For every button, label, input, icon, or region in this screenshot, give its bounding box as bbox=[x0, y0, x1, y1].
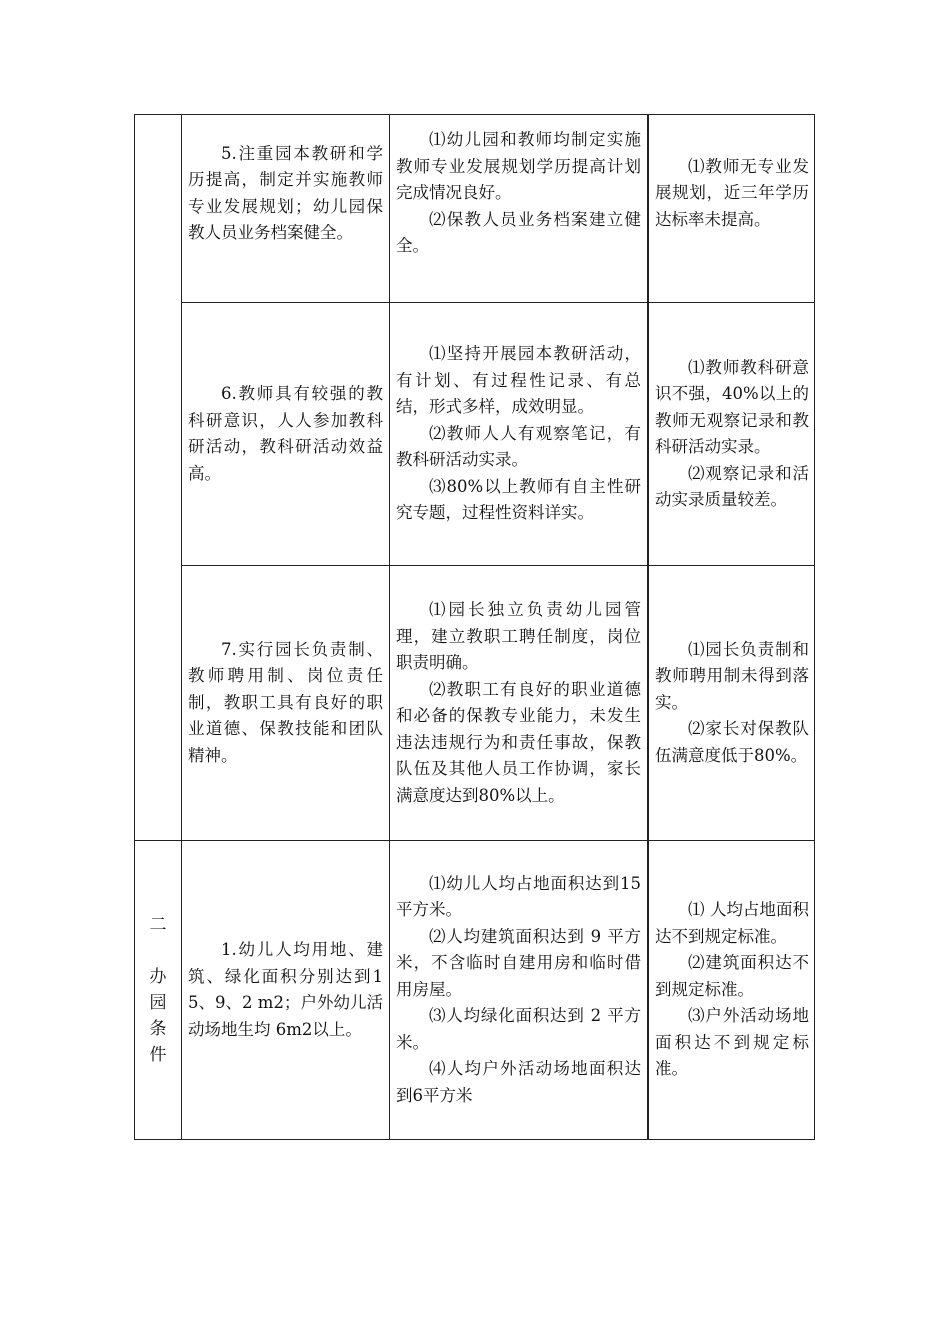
deduction-cell: ⑴教师无专业发展规划，近三年学历达标率未提高。 bbox=[655, 156, 809, 229]
deduction-cell: ⑴教师教科研意识不强，40%以上的教师无观察记录和教科研活动实录。 ⑵观察记录和活动实录质量较差。 bbox=[655, 357, 809, 509]
category-char: 园 bbox=[149, 993, 167, 1013]
evaluation-table bbox=[134, 114, 815, 1140]
category-char: 办 bbox=[149, 967, 167, 987]
category-number: 二 bbox=[149, 915, 167, 935]
standard-cell: ⑴园长独立负责幼儿园管理，建立教职工聘任制度，岗位职责明确。 ⑵教职工有良好的职业道德和必备的保教专业能力，未发生违法违规行为和责任事故，保教队伍及其他人员工作协调，家长满意度达到80%以上。 bbox=[396, 600, 641, 805]
standard-cell: ⑴坚持开展园本教研活动，有计划、有过程性记录、有总结，形式多样，成效明显。 ⑵教师人人有观察笔记，有教科研活动实录。 ⑶80%以上教师有自主性研究专题，过程性资料详实。 bbox=[396, 344, 641, 523]
deduction-cell: ⑴ 人均占地面积达不到规定标准。 ⑵建筑面积达不到规定标准。 ⑶户外活动场地面积达不到规定标准。 bbox=[655, 900, 809, 1079]
standard-cell: ⑴幼儿人均占地面积达到15平方米。 ⑵人均建筑面积达到 9 平方米，不含临时自建用房和临时借用房屋。 ⑶人均绿化面积达到 2 平方米。 ⑷人均户外活动场地面积达到6平方米 bbox=[396, 873, 641, 1105]
criterion-cell: 5.注重园本教研和学历提高，制定并实施教师专业发展规划；幼儿园保教人员业务档案健全。 bbox=[188, 143, 383, 242]
category-char: 件 bbox=[149, 1045, 167, 1065]
criterion-cell: 6.教师具有较强的教科研意识，人人参加教科研活动，教科研活动效益高。 bbox=[188, 384, 383, 483]
deduction-cell: ⑴园长负责制和教师聘用制未得到落实。 ⑵家长对保教队伍满意度低于80%。 bbox=[655, 639, 809, 765]
criterion-cell: 1.幼儿人均用地、建筑、绿化面积分别达到15、9、2 m2；户外幼儿活动场地生均 6m2以上。 bbox=[188, 940, 383, 1039]
criterion-cell: 7.实行园长负责制、教师聘用制、岗位责任制，教职工具有良好的职业道德、保教技能和团队精神。 bbox=[188, 639, 383, 765]
category-char: 条 bbox=[149, 1019, 167, 1039]
standard-cell: ⑴幼儿园和教师均制定实施教师专业发展规划学历提高计划完成情况良好。 ⑵保教人员业务档案建立健全。 bbox=[396, 130, 641, 256]
category-cell bbox=[135, 841, 181, 1139]
